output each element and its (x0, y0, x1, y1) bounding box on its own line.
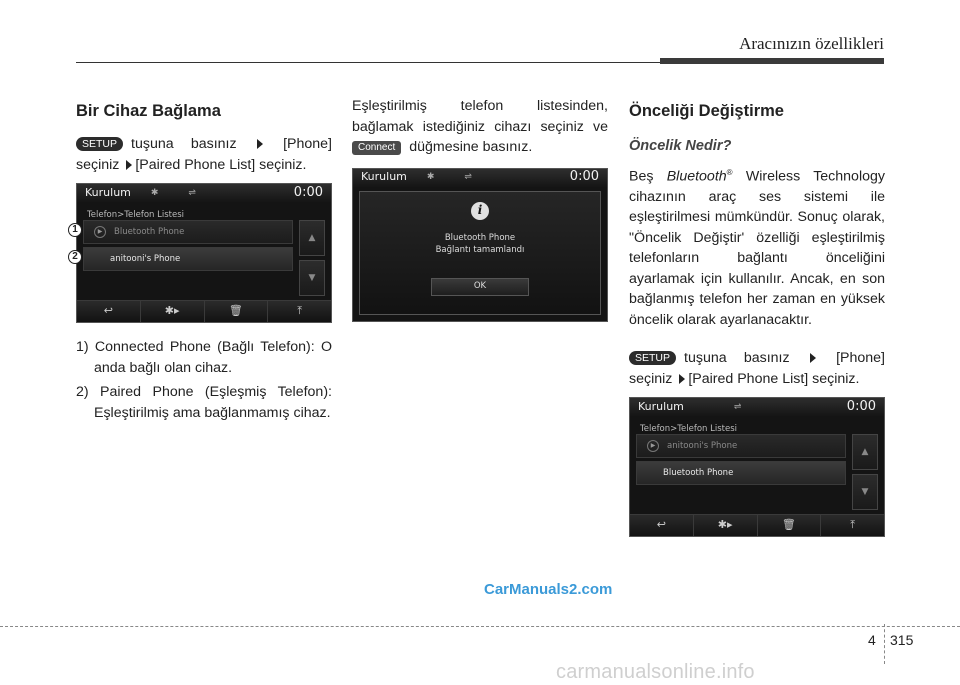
paragraph-text: Beş (629, 168, 654, 185)
callout-1: 1 (68, 223, 82, 237)
instruction-text: [Phone] (283, 136, 332, 152)
footer-dashed-rule (0, 626, 960, 627)
column-change-priority (629, 100, 885, 551)
arrow-right-icon (810, 353, 816, 363)
column-connect-step (352, 96, 608, 336)
bluetooth-menu-icon[interactable]: ✱▸ (694, 515, 758, 536)
arrow-right-icon (126, 160, 132, 170)
instruction-text: Eşleştirilmiş telefon listesinden, bağlamak istediğiniz cihazı seçiniz ve (352, 98, 608, 135)
bluetooth-icon: ✱ (150, 187, 159, 198)
list-item-label: anitooni's Phone (110, 253, 181, 264)
screen-title: Kurulum (361, 170, 407, 184)
chapter-number: 4 (868, 632, 876, 648)
priority-list-screen (629, 397, 885, 537)
priority-up-icon[interactable]: ⤒ (268, 301, 331, 322)
phone-list (636, 434, 846, 510)
info-icon: i (471, 202, 489, 220)
paragraph-text: Wireless Technology cihazının araç ses sistemi ile eşleştirilmesi mümkündür. Sonuç olarak, "Öncelik Değiştir' özelliği eşleştirilmiş telefonların bağlantı önceliğini ayarlamak için kullanılır. Ancak, en son bağlanmış telefon her zaman en yüksek öncelik olarak ayarlanacaktır. (629, 168, 885, 328)
instruction-text: seçiniz (629, 370, 673, 387)
list-item-paired-phone[interactable] (83, 247, 293, 271)
clock: 0:00 (569, 169, 599, 185)
phone-list (83, 220, 293, 296)
notes-list (76, 337, 332, 423)
section-heading-connect: Bir Cihaz Bağlama (76, 102, 221, 120)
header-bar (660, 58, 884, 64)
usb-icon: ⇌ (464, 172, 472, 183)
scroll-down-icon[interactable]: ▼ (299, 260, 325, 296)
brand-text: Bluetooth (666, 168, 727, 185)
registered-mark: ® (726, 167, 733, 177)
arrow-right-icon (257, 139, 263, 149)
watermark-link[interactable]: CarManuals2.com (484, 581, 613, 598)
connect-instruction (352, 96, 608, 158)
priority-up-icon[interactable]: ⤒ (821, 515, 884, 536)
trash-icon[interactable]: 🗑 (758, 515, 822, 536)
scroll-up-icon[interactable]: ▲ (299, 220, 325, 256)
priority-paragraph (629, 163, 885, 331)
dialog-message: Bağlantı tamamlandı (435, 244, 525, 255)
screen-header (353, 169, 607, 187)
instruction-text: [Paired Phone List] seçiniz. (688, 370, 860, 387)
screen-toolbar (630, 514, 884, 536)
subheading-what-is-priority: Öncelik Nedir? (629, 138, 732, 154)
page-number: 315 (890, 632, 914, 648)
bluetooth-icon: ✱ (426, 172, 435, 183)
list-item-label: anitooni's Phone (667, 440, 738, 451)
column-connect-device (72, 100, 332, 427)
list-item-label: Bluetooth Phone (663, 467, 734, 478)
instruction-paragraph (629, 348, 885, 389)
usb-icon: ⇌ (733, 401, 742, 412)
connection-dialog (359, 191, 601, 315)
screen-title: Kurulum (85, 185, 131, 199)
screen-toolbar (77, 300, 331, 322)
note-item: 1) Connected Phone (Bağlı Telefon): O anda bağlı olan cihaz. (76, 339, 332, 376)
arrow-right-icon (679, 374, 685, 384)
callout-2: 2 (68, 250, 82, 264)
trash-icon[interactable]: 🗑 (205, 301, 269, 322)
list-item-connected-phone[interactable] (83, 220, 293, 244)
section-heading-priority: Önceliği Değiştirme (629, 102, 784, 120)
dialog-device-name: Bluetooth Phone (444, 232, 516, 243)
screen-breadcrumb: Telefon>Telefon Listesi (640, 424, 737, 435)
bluetooth-menu-icon[interactable]: ✱▸ (141, 301, 205, 322)
setup-key-badge: SETUP (629, 351, 676, 365)
connect-key-badge: Connect (352, 141, 401, 155)
list-item-phone[interactable] (636, 461, 846, 485)
screen-header (630, 398, 884, 416)
setup-key-badge: SETUP (76, 137, 123, 151)
back-arrow-icon[interactable]: ↩ (77, 301, 141, 322)
header-title: Aracınızın özellikleri (739, 34, 884, 53)
clock: 0:00 (293, 184, 323, 200)
usb-icon: ⇌ (188, 187, 196, 198)
list-item-phone[interactable] (636, 434, 846, 458)
footer-site-watermark: carmanualsonline.info (556, 661, 755, 683)
screen-title: Kurulum (638, 399, 684, 413)
phone-list-screen (72, 183, 332, 323)
list-item-label: Bluetooth Phone (114, 226, 185, 237)
instruction-text: seçiniz (76, 156, 120, 173)
play-circle-icon: ▶ (647, 440, 659, 452)
instruction-text: [Paired Phone List] seçiniz. (135, 156, 307, 173)
instruction-text: tuşuna basınız (684, 350, 790, 367)
scroll-down-icon[interactable]: ▼ (852, 474, 878, 510)
footer-page-divider (884, 624, 885, 664)
instruction-paragraph (76, 134, 332, 175)
clock: 0:00 (846, 398, 876, 414)
connection-complete-screen (352, 168, 608, 322)
instruction-text: düğmesine basınız. (409, 139, 533, 155)
scroll-up-icon[interactable]: ▲ (852, 434, 878, 470)
screen-breadcrumb: Telefon>Telefon Listesi (87, 210, 184, 220)
play-circle-icon: ▶ (94, 226, 106, 238)
screen-header (77, 184, 331, 202)
back-arrow-icon[interactable]: ↩ (630, 515, 694, 536)
instruction-text: [Phone] (836, 350, 885, 367)
note-item: 2) Paired Phone (Eşleşmiş Telefon): Eşleştirilmiş ama bağlanmamış cihaz. (76, 384, 332, 421)
instruction-text: tuşuna basınız (131, 136, 237, 152)
ok-button[interactable]: OK (431, 278, 529, 296)
